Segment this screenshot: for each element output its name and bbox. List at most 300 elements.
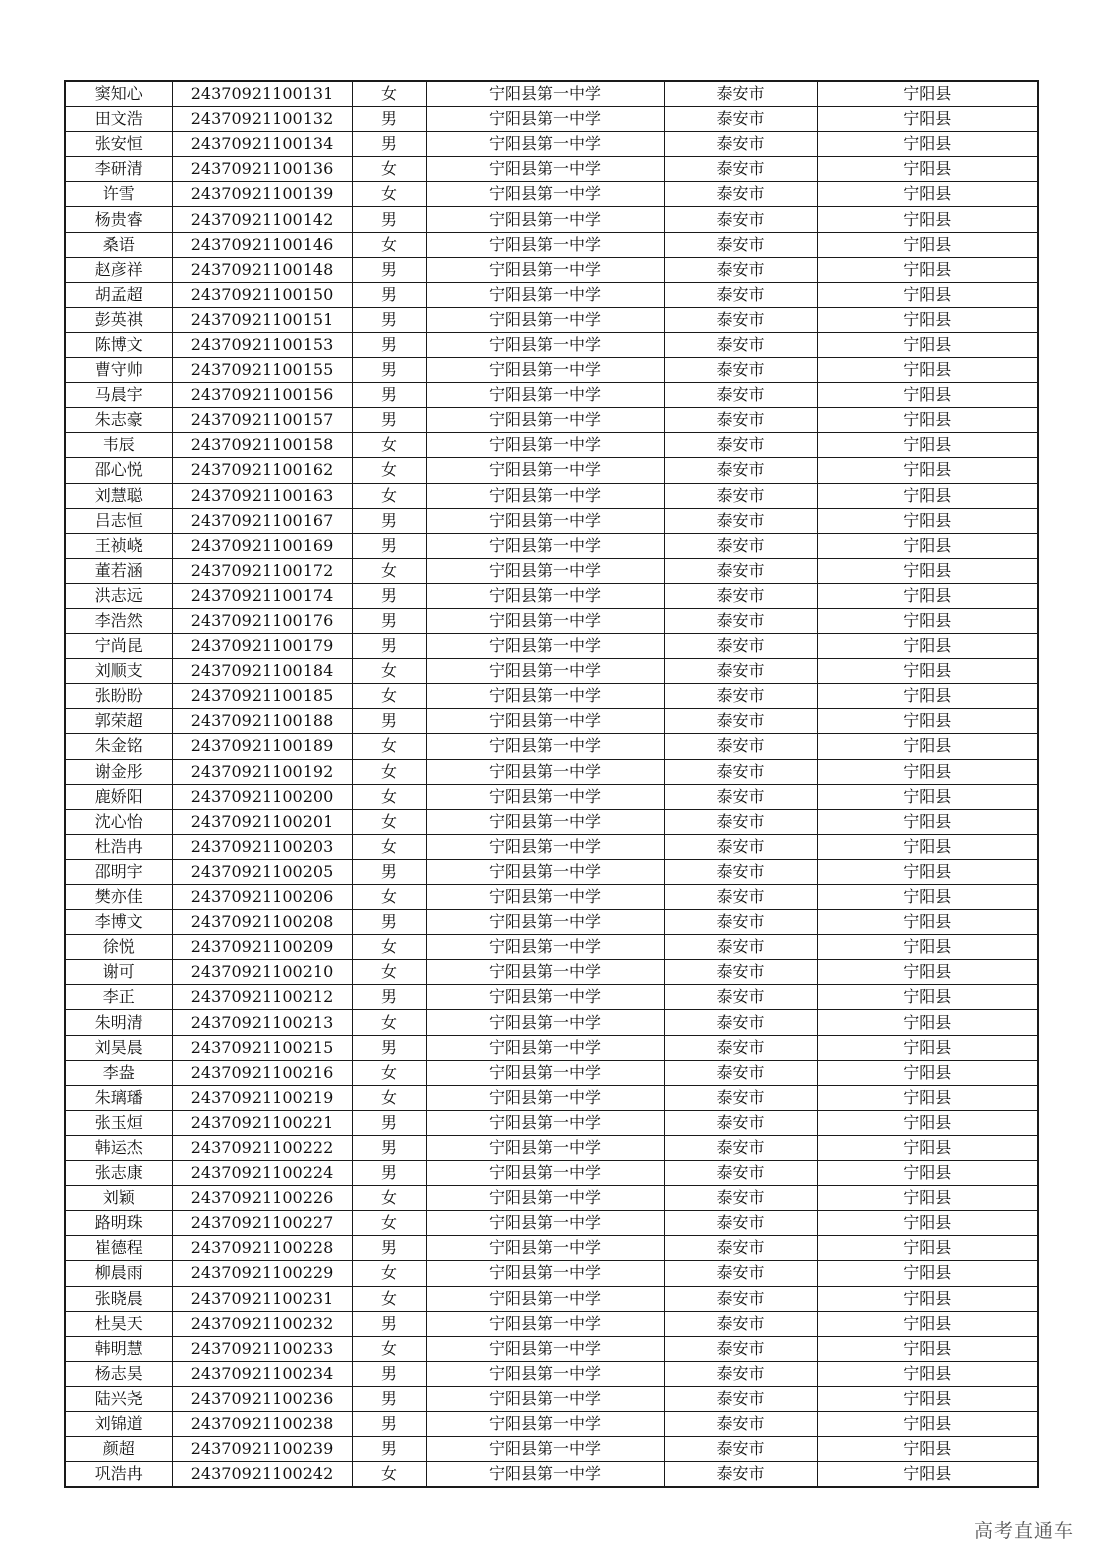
county-cell: 宁阳县: [817, 759, 1038, 784]
table-row: [65, 1236, 1038, 1261]
school-cell: 宁阳县第一中学: [426, 809, 664, 834]
exam-id-cell: 24370921100232: [172, 1311, 352, 1336]
school-cell: 宁阳县第一中学: [426, 1336, 664, 1361]
student-name-cell: 曹守帅: [65, 358, 172, 383]
table-row: [65, 1135, 1038, 1160]
county-cell: 宁阳县: [817, 483, 1038, 508]
school-cell: 宁阳县第一中学: [426, 859, 664, 884]
exam-id-cell: 24370921100205: [172, 859, 352, 884]
city-cell: 泰安市: [664, 1386, 817, 1411]
student-name-cell: 郭荣超: [65, 709, 172, 734]
table-row: [65, 1437, 1038, 1462]
city-cell: 泰安市: [664, 809, 817, 834]
county-cell: 宁阳县: [817, 232, 1038, 257]
exam-id-cell: 24370921100222: [172, 1135, 352, 1160]
exam-id-cell: 24370921100216: [172, 1060, 352, 1085]
county-cell: 宁阳县: [817, 583, 1038, 608]
city-cell: 泰安市: [664, 458, 817, 483]
city-cell: 泰安市: [664, 107, 817, 132]
student-name-cell: 张盼盼: [65, 684, 172, 709]
exam-id-cell: 24370921100226: [172, 1186, 352, 1211]
exam-id-cell: 24370921100229: [172, 1261, 352, 1286]
city-cell: 泰安市: [664, 583, 817, 608]
county-cell: 宁阳县: [817, 1110, 1038, 1135]
exam-id-cell: 24370921100239: [172, 1437, 352, 1462]
student-name-cell: 张志康: [65, 1161, 172, 1186]
school-cell: 宁阳县第一中学: [426, 960, 664, 985]
student-name-cell: 赵彦祥: [65, 257, 172, 282]
city-cell: 泰安市: [664, 1261, 817, 1286]
watermark-text: 高考直通车: [973, 1520, 1074, 1542]
table-row: [65, 207, 1038, 232]
county-cell: 宁阳县: [817, 207, 1038, 232]
student-name-cell: 王祯峣: [65, 533, 172, 558]
student-name-cell: 邵心悦: [65, 458, 172, 483]
city-cell: 泰安市: [664, 257, 817, 282]
exam-id-cell: 24370921100132: [172, 107, 352, 132]
gender-cell: 女: [352, 157, 426, 182]
student-name-cell: 张安恒: [65, 132, 172, 157]
city-cell: 泰安市: [664, 684, 817, 709]
student-name-cell: 刘锦道: [65, 1411, 172, 1436]
city-cell: 泰安市: [664, 358, 817, 383]
table-row: [65, 533, 1038, 558]
table-row: [65, 157, 1038, 182]
county-cell: 宁阳县: [817, 1035, 1038, 1060]
school-cell: 宁阳县第一中学: [426, 1211, 664, 1236]
county-cell: 宁阳县: [817, 1411, 1038, 1436]
student-name-cell: 窦知心: [65, 81, 172, 107]
city-cell: 泰安市: [664, 608, 817, 633]
student-name-cell: 邵明宇: [65, 859, 172, 884]
student-name-cell: 桑语: [65, 232, 172, 257]
exam-id-cell: 24370921100131: [172, 81, 352, 107]
exam-id-cell: 24370921100210: [172, 960, 352, 985]
school-cell: 宁阳县第一中学: [426, 232, 664, 257]
county-cell: 宁阳县: [817, 1336, 1038, 1361]
school-cell: 宁阳县第一中学: [426, 458, 664, 483]
table-row: [65, 1336, 1038, 1361]
exam-id-cell: 24370921100206: [172, 885, 352, 910]
student-name-cell: 朱明清: [65, 1010, 172, 1035]
table-row: [65, 608, 1038, 633]
school-cell: 宁阳县第一中学: [426, 1311, 664, 1336]
county-cell: 宁阳县: [817, 383, 1038, 408]
school-cell: 宁阳县第一中学: [426, 885, 664, 910]
table-row: [65, 433, 1038, 458]
county-cell: 宁阳县: [817, 182, 1038, 207]
student-name-cell: 韩运杰: [65, 1135, 172, 1160]
gender-cell: 女: [352, 1186, 426, 1211]
county-cell: 宁阳县: [817, 533, 1038, 558]
county-cell: 宁阳县: [817, 1361, 1038, 1386]
exam-id-cell: 24370921100231: [172, 1286, 352, 1311]
student-name-cell: 张晓晨: [65, 1286, 172, 1311]
city-cell: 泰安市: [664, 859, 817, 884]
table-row: [65, 132, 1038, 157]
school-cell: 宁阳县第一中学: [426, 1060, 664, 1085]
table-row: [65, 81, 1038, 107]
table-row: [65, 583, 1038, 608]
county-cell: 宁阳县: [817, 1386, 1038, 1411]
student-name-cell: 李正: [65, 985, 172, 1010]
county-cell: 宁阳县: [817, 709, 1038, 734]
exam-id-cell: 24370921100148: [172, 257, 352, 282]
gender-cell: 女: [352, 1085, 426, 1110]
city-cell: 泰安市: [664, 634, 817, 659]
county-cell: 宁阳县: [817, 358, 1038, 383]
city-cell: 泰安市: [664, 885, 817, 910]
gender-cell: 男: [352, 1437, 426, 1462]
gender-cell: 男: [352, 358, 426, 383]
school-cell: 宁阳县第一中学: [426, 383, 664, 408]
gender-cell: 男: [352, 1236, 426, 1261]
city-cell: 泰安市: [664, 1060, 817, 1085]
city-cell: 泰安市: [664, 408, 817, 433]
school-cell: 宁阳县第一中学: [426, 1035, 664, 1060]
table-row: [65, 1411, 1038, 1436]
city-cell: 泰安市: [664, 960, 817, 985]
city-cell: 泰安市: [664, 433, 817, 458]
gender-cell: 女: [352, 759, 426, 784]
table-row: [65, 358, 1038, 383]
gender-cell: 女: [352, 960, 426, 985]
county-cell: 宁阳县: [817, 985, 1038, 1010]
table-row: [65, 784, 1038, 809]
gender-cell: 男: [352, 1110, 426, 1135]
exam-id-cell: 24370921100242: [172, 1462, 352, 1488]
exam-id-cell: 24370921100134: [172, 132, 352, 157]
table-row: [65, 634, 1038, 659]
student-name-cell: 刘颖: [65, 1186, 172, 1211]
student-name-cell: 陆兴尧: [65, 1386, 172, 1411]
city-cell: 泰安市: [664, 1437, 817, 1462]
county-cell: 宁阳县: [817, 684, 1038, 709]
gender-cell: 女: [352, 1010, 426, 1035]
student-name-cell: 彭英祺: [65, 307, 172, 332]
student-name-cell: 李博文: [65, 910, 172, 935]
city-cell: 泰安市: [664, 985, 817, 1010]
county-cell: 宁阳县: [817, 458, 1038, 483]
county-cell: 宁阳县: [817, 1010, 1038, 1035]
county-cell: 宁阳县: [817, 408, 1038, 433]
exam-id-cell: 24370921100228: [172, 1236, 352, 1261]
city-cell: 泰安市: [664, 1336, 817, 1361]
student-name-cell: 朱璃璠: [65, 1085, 172, 1110]
gender-cell: 女: [352, 1211, 426, 1236]
exam-id-cell: 24370921100203: [172, 834, 352, 859]
student-name-cell: 朱金铭: [65, 734, 172, 759]
school-cell: 宁阳县第一中学: [426, 1186, 664, 1211]
exam-id-cell: 24370921100163: [172, 483, 352, 508]
gender-cell: 男: [352, 257, 426, 282]
student-name-cell: 朱志豪: [65, 408, 172, 433]
table-row: [65, 1462, 1038, 1488]
school-cell: 宁阳县第一中学: [426, 608, 664, 633]
county-cell: 宁阳县: [817, 734, 1038, 759]
exam-id-cell: 24370921100224: [172, 1161, 352, 1186]
county-cell: 宁阳县: [817, 1286, 1038, 1311]
city-cell: 泰安市: [664, 1186, 817, 1211]
student-name-cell: 刘昊晨: [65, 1035, 172, 1060]
student-name-cell: 崔德程: [65, 1236, 172, 1261]
table-row: [65, 910, 1038, 935]
gender-cell: 女: [352, 784, 426, 809]
city-cell: 泰安市: [664, 132, 817, 157]
gender-cell: 女: [352, 684, 426, 709]
gender-cell: 女: [352, 232, 426, 257]
county-cell: 宁阳县: [817, 885, 1038, 910]
city-cell: 泰安市: [664, 1361, 817, 1386]
school-cell: 宁阳县第一中学: [426, 1110, 664, 1135]
gender-cell: 男: [352, 533, 426, 558]
exam-id-cell: 24370921100184: [172, 659, 352, 684]
table-row: [65, 1085, 1038, 1110]
exam-id-cell: 24370921100185: [172, 684, 352, 709]
school-cell: 宁阳县第一中学: [426, 408, 664, 433]
student-name-cell: 陈博文: [65, 332, 172, 357]
school-cell: 宁阳县第一中学: [426, 533, 664, 558]
gender-cell: 男: [352, 282, 426, 307]
city-cell: 泰安市: [664, 157, 817, 182]
gender-cell: 男: [352, 207, 426, 232]
city-cell: 泰安市: [664, 207, 817, 232]
exam-id-cell: 24370921100157: [172, 408, 352, 433]
student-name-cell: 巩浩冉: [65, 1462, 172, 1488]
gender-cell: 女: [352, 1060, 426, 1085]
table-row: [65, 734, 1038, 759]
exam-id-cell: 24370921100162: [172, 458, 352, 483]
county-cell: 宁阳县: [817, 1186, 1038, 1211]
exam-id-cell: 24370921100208: [172, 910, 352, 935]
school-cell: 宁阳县第一中学: [426, 734, 664, 759]
exam-id-cell: 24370921100192: [172, 759, 352, 784]
gender-cell: 女: [352, 1261, 426, 1286]
student-name-cell: 鹿娇阳: [65, 784, 172, 809]
city-cell: 泰安市: [664, 81, 817, 107]
student-name-cell: 李研清: [65, 157, 172, 182]
school-cell: 宁阳县第一中学: [426, 1236, 664, 1261]
school-cell: 宁阳县第一中学: [426, 207, 664, 232]
county-cell: 宁阳县: [817, 1311, 1038, 1336]
student-name-cell: 宁尚昆: [65, 634, 172, 659]
gender-cell: 女: [352, 1286, 426, 1311]
table-row: [65, 307, 1038, 332]
county-cell: 宁阳县: [817, 1236, 1038, 1261]
school-cell: 宁阳县第一中学: [426, 307, 664, 332]
school-cell: 宁阳县第一中学: [426, 1135, 664, 1160]
county-cell: 宁阳县: [817, 282, 1038, 307]
county-cell: 宁阳县: [817, 1261, 1038, 1286]
gender-cell: 男: [352, 1311, 426, 1336]
gender-cell: 女: [352, 558, 426, 583]
school-cell: 宁阳县第一中学: [426, 1462, 664, 1488]
table-row: [65, 684, 1038, 709]
city-cell: 泰安市: [664, 1311, 817, 1336]
city-cell: 泰安市: [664, 659, 817, 684]
gender-cell: 女: [352, 809, 426, 834]
student-name-cell: 韩明慧: [65, 1336, 172, 1361]
school-cell: 宁阳县第一中学: [426, 257, 664, 282]
student-name-cell: 樊亦佳: [65, 885, 172, 910]
city-cell: 泰安市: [664, 558, 817, 583]
table-row: [65, 1060, 1038, 1085]
gender-cell: 女: [352, 885, 426, 910]
county-cell: 宁阳县: [817, 960, 1038, 985]
exam-id-cell: 24370921100221: [172, 1110, 352, 1135]
table-row: [65, 1286, 1038, 1311]
county-cell: 宁阳县: [817, 307, 1038, 332]
city-cell: 泰安市: [664, 508, 817, 533]
city-cell: 泰安市: [664, 182, 817, 207]
exam-id-cell: 24370921100201: [172, 809, 352, 834]
school-cell: 宁阳县第一中学: [426, 659, 664, 684]
gender-cell: 女: [352, 659, 426, 684]
county-cell: 宁阳县: [817, 910, 1038, 935]
school-cell: 宁阳县第一中学: [426, 508, 664, 533]
student-name-cell: 李浩然: [65, 608, 172, 633]
table-row: [65, 1035, 1038, 1060]
county-cell: 宁阳县: [817, 1211, 1038, 1236]
student-name-cell: 沈心怡: [65, 809, 172, 834]
city-cell: 泰安市: [664, 383, 817, 408]
table-row: [65, 960, 1038, 985]
county-cell: 宁阳县: [817, 107, 1038, 132]
city-cell: 泰安市: [664, 1462, 817, 1488]
student-name-cell: 田文浩: [65, 107, 172, 132]
exam-id-cell: 24370921100238: [172, 1411, 352, 1436]
gender-cell: 男: [352, 985, 426, 1010]
city-cell: 泰安市: [664, 1135, 817, 1160]
exam-id-cell: 24370921100188: [172, 709, 352, 734]
roster-table: [64, 80, 1039, 1488]
school-cell: 宁阳县第一中学: [426, 910, 664, 935]
student-name-cell: 洪志远: [65, 583, 172, 608]
gender-cell: 男: [352, 1035, 426, 1060]
exam-id-cell: 24370921100150: [172, 282, 352, 307]
roster-sheet: [64, 80, 1039, 1488]
exam-id-cell: 24370921100176: [172, 608, 352, 633]
gender-cell: 女: [352, 182, 426, 207]
table-row: [65, 1161, 1038, 1186]
exam-id-cell: 24370921100156: [172, 383, 352, 408]
school-cell: 宁阳县第一中学: [426, 1437, 664, 1462]
exam-id-cell: 24370921100158: [172, 433, 352, 458]
gender-cell: 女: [352, 1462, 426, 1488]
gender-cell: 男: [352, 634, 426, 659]
school-cell: 宁阳县第一中学: [426, 558, 664, 583]
student-name-cell: 杨志昊: [65, 1361, 172, 1386]
table-row: [65, 107, 1038, 132]
student-name-cell: 徐悦: [65, 935, 172, 960]
exam-id-cell: 24370921100227: [172, 1211, 352, 1236]
city-cell: 泰安市: [664, 282, 817, 307]
student-name-cell: 杨贵睿: [65, 207, 172, 232]
county-cell: 宁阳县: [817, 1161, 1038, 1186]
city-cell: 泰安市: [664, 734, 817, 759]
table-row: [65, 1261, 1038, 1286]
table-row: [65, 483, 1038, 508]
school-cell: 宁阳县第一中学: [426, 182, 664, 207]
county-cell: 宁阳县: [817, 834, 1038, 859]
gender-cell: 男: [352, 608, 426, 633]
table-row: [65, 1110, 1038, 1135]
gender-cell: 男: [352, 1161, 426, 1186]
county-cell: 宁阳县: [817, 659, 1038, 684]
county-cell: 宁阳县: [817, 935, 1038, 960]
exam-id-cell: 24370921100142: [172, 207, 352, 232]
table-row: [65, 935, 1038, 960]
county-cell: 宁阳县: [817, 608, 1038, 633]
student-name-cell: 杜浩冉: [65, 834, 172, 859]
exam-id-cell: 24370921100136: [172, 157, 352, 182]
gender-cell: 男: [352, 1411, 426, 1436]
county-cell: 宁阳县: [817, 433, 1038, 458]
table-row: [65, 182, 1038, 207]
student-name-cell: 胡孟超: [65, 282, 172, 307]
school-cell: 宁阳县第一中学: [426, 784, 664, 809]
student-name-cell: 韦辰: [65, 433, 172, 458]
gender-cell: 男: [352, 859, 426, 884]
school-cell: 宁阳县第一中学: [426, 935, 664, 960]
school-cell: 宁阳县第一中学: [426, 1085, 664, 1110]
city-cell: 泰安市: [664, 332, 817, 357]
gender-cell: 女: [352, 834, 426, 859]
gender-cell: 女: [352, 935, 426, 960]
county-cell: 宁阳县: [817, 257, 1038, 282]
gender-cell: 男: [352, 583, 426, 608]
exam-id-cell: 24370921100234: [172, 1361, 352, 1386]
school-cell: 宁阳县第一中学: [426, 1010, 664, 1035]
table-row: [65, 282, 1038, 307]
county-cell: 宁阳县: [817, 1135, 1038, 1160]
school-cell: 宁阳县第一中学: [426, 709, 664, 734]
school-cell: 宁阳县第一中学: [426, 81, 664, 107]
gender-cell: 男: [352, 307, 426, 332]
exam-id-cell: 24370921100215: [172, 1035, 352, 1060]
table-row: [65, 1386, 1038, 1411]
table-row: [65, 1211, 1038, 1236]
table-row: [65, 659, 1038, 684]
exam-id-cell: 24370921100179: [172, 634, 352, 659]
table-row: [65, 809, 1038, 834]
county-cell: 宁阳县: [817, 859, 1038, 884]
county-cell: 宁阳县: [817, 558, 1038, 583]
school-cell: 宁阳县第一中学: [426, 634, 664, 659]
exam-id-cell: 24370921100139: [172, 182, 352, 207]
student-name-cell: 柳晨雨: [65, 1261, 172, 1286]
exam-id-cell: 24370921100172: [172, 558, 352, 583]
city-cell: 泰安市: [664, 935, 817, 960]
gender-cell: 女: [352, 81, 426, 107]
roster-body: [65, 81, 1038, 1487]
gender-cell: 男: [352, 383, 426, 408]
exam-id-cell: 24370921100219: [172, 1085, 352, 1110]
school-cell: 宁阳县第一中学: [426, 132, 664, 157]
gender-cell: 男: [352, 132, 426, 157]
city-cell: 泰安市: [664, 784, 817, 809]
gender-cell: 男: [352, 1361, 426, 1386]
table-row: [65, 383, 1038, 408]
student-name-cell: 路明珠: [65, 1211, 172, 1236]
gender-cell: 男: [352, 107, 426, 132]
city-cell: 泰安市: [664, 1286, 817, 1311]
city-cell: 泰安市: [664, 232, 817, 257]
student-name-cell: 杜昊天: [65, 1311, 172, 1336]
table-row: [65, 458, 1038, 483]
city-cell: 泰安市: [664, 533, 817, 558]
gender-cell: 女: [352, 1336, 426, 1361]
